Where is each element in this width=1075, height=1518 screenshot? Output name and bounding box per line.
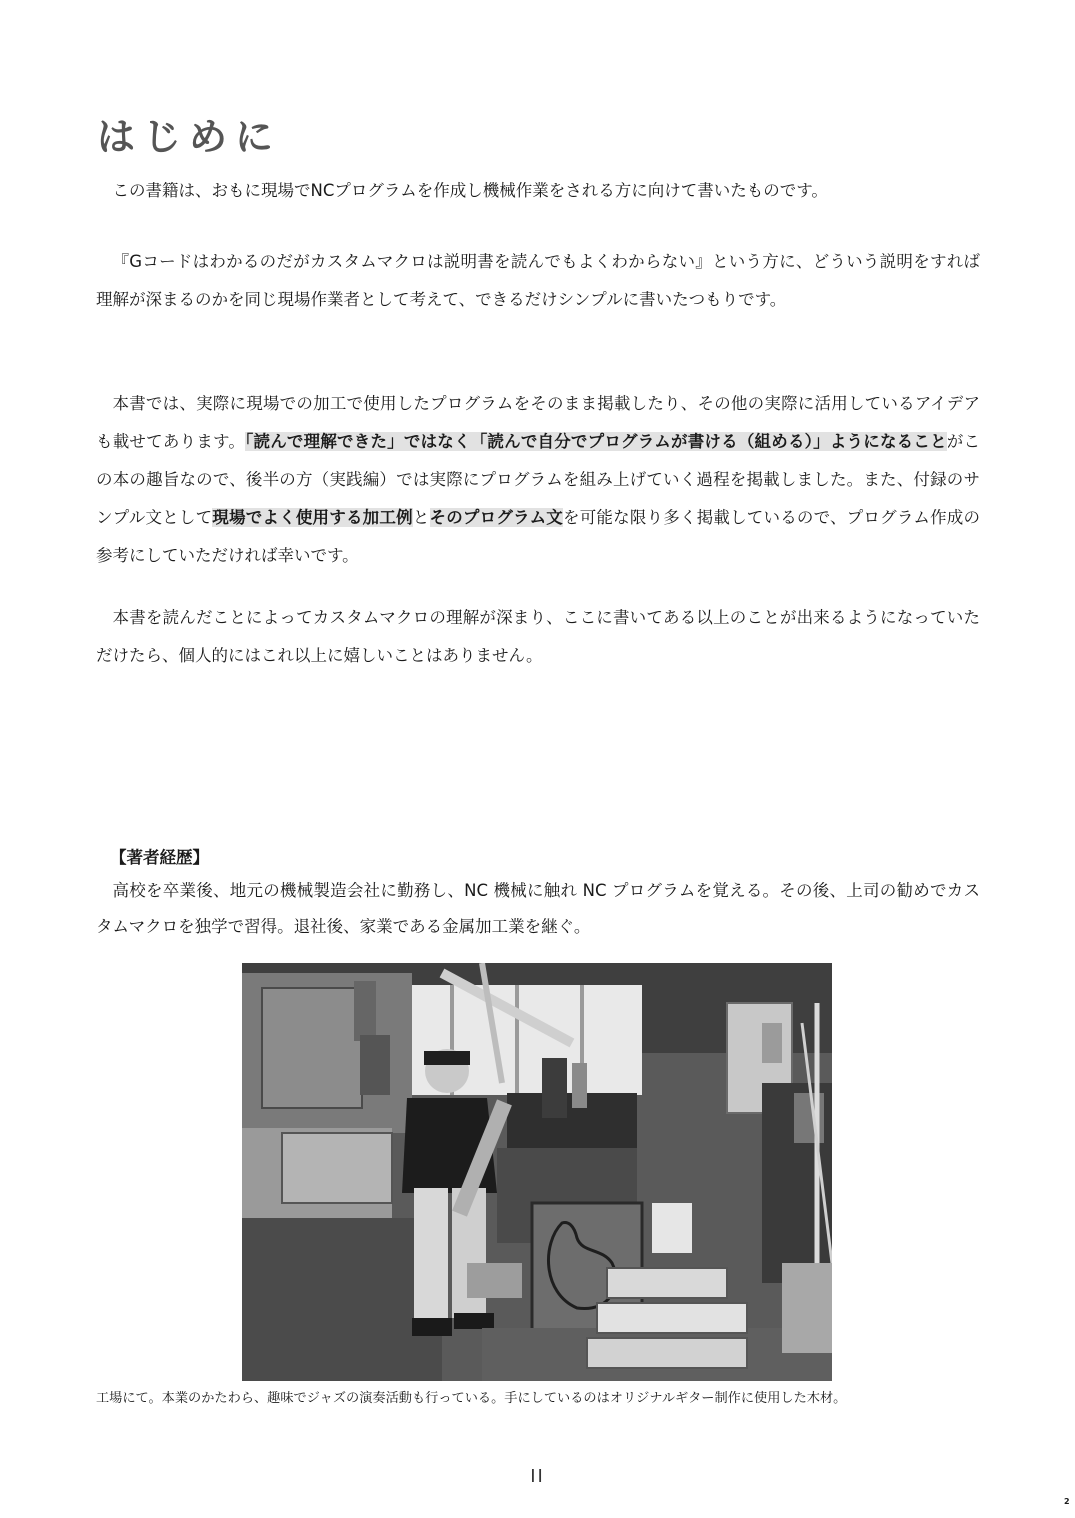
sheet-number: 2 bbox=[1064, 1497, 1070, 1506]
author-heading: 【著者経歴】 bbox=[110, 848, 209, 867]
highlight-examples: 現場でよく使用する加工例 bbox=[212, 508, 413, 527]
page-number: II bbox=[530, 1466, 545, 1487]
photo-caption: 工場にて。本業のかたわら、趣味でジャズの演奏活動も行っている。手にしているのはオリジナルギター制作に使用した木材。 bbox=[96, 1391, 847, 1406]
paragraph-3-text-1: 本書では、実際に現場での加工で使用したプログラムをそのまま掲載したり、その他の実際に活用しているアイデアも載せてあります。 bbox=[96, 394, 980, 451]
intro-paragraph-3 bbox=[96, 385, 980, 575]
intro-paragraph-4: 本書を読んだことによってカスタムマクロの理解が深まり、ここに書いてある以上のことが出来るようになっていただけたら、個人的にはこれ以上に嬉しいことはありません。 bbox=[96, 608, 980, 665]
paragraph-3-text-3: と bbox=[412, 508, 430, 527]
author-bio: 高校を卒業後、地元の機械製造会社に勤務し、NC 機械に触れ NC プログラムを覚える。その後、上司の勧めでカスタムマクロを独学で習得。退社後、家業である金属加工業を継ぐ。 bbox=[96, 881, 980, 936]
factory-photo bbox=[242, 963, 832, 1381]
highlight-purpose: 「読んで理解できた」ではなく「読んで自分でプログラムが書ける（組める）」ようになること bbox=[245, 432, 947, 451]
intro-paragraph-2: 『Gコードはわかるのだがカスタムマクロは説明書を読んでもよくわからない』という方に、どういう説明をすれば理解が深まるのかを同じ現場作業者として考えて、できるだけシンプルに書いたつもりです。 bbox=[96, 252, 980, 309]
factory-photo-illustration bbox=[242, 963, 832, 1381]
intro-paragraph-1: この書籍は、おもに現場でNCプログラムを作成し機械作業をされる方に向けて書いたものです。 bbox=[112, 181, 828, 200]
highlight-program-text: そのプログラム文 bbox=[429, 508, 564, 527]
paragraph-3-text-2: がこの本の趣旨なので、後半の方（実践編）では実際にプログラムを組み上げていく過程を掲載しました。また、付録のサンプル文として bbox=[96, 432, 980, 527]
page-title: はじめに bbox=[97, 115, 282, 159]
paragraph-3-text-4: を可能な限り多く掲載しているので、プログラム作成の参考にしていただければ幸いです。 bbox=[96, 508, 981, 565]
